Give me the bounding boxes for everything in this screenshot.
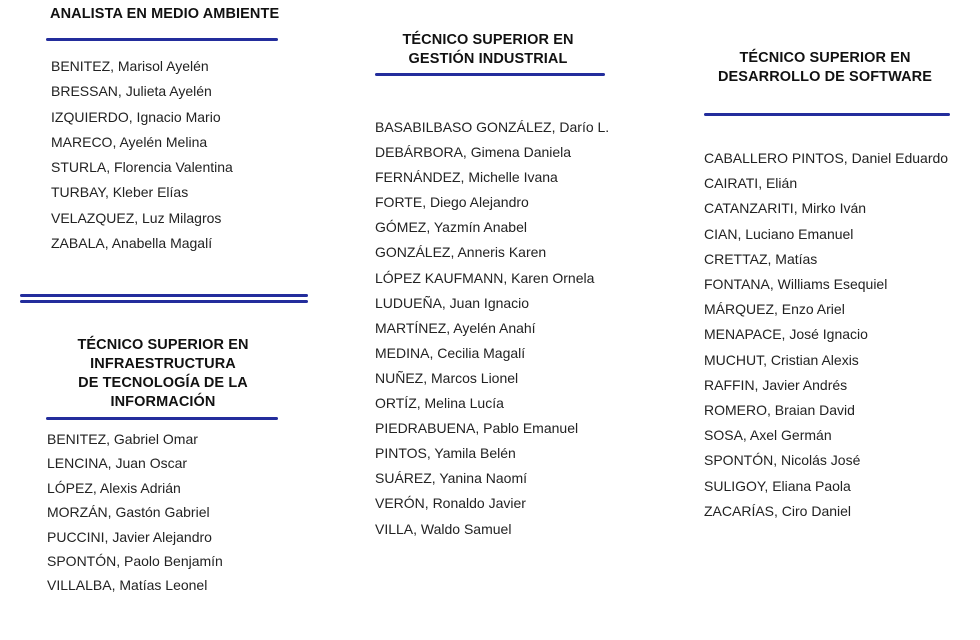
list-item: PUCCINI, Javier Alejandro — [47, 528, 212, 545]
list-item: CABALLERO PINTOS, Daniel Eduardo — [704, 150, 949, 166]
section-divider — [20, 300, 308, 303]
list-item: FORTE, Diego Alejandro — [375, 194, 529, 211]
list-item: CIAN, Luciano Emanuel — [704, 225, 854, 242]
list-item: ORTÍZ, Melina Lucía — [375, 395, 504, 412]
list-item: CATANZARITI, Mirko Iván — [704, 200, 867, 217]
list-item: MEDINA, Cecilia Magalí — [375, 344, 526, 361]
title-line: TÉCNICO SUPERIOR EN — [402, 32, 574, 48]
title-line: GESTIÓN INDUSTRIAL — [408, 51, 568, 67]
title-line: TÉCNICO SUPERIOR EN — [739, 50, 911, 66]
list-item: PINTOS, Yamila Belén — [375, 445, 516, 462]
list-item: FONTANA, Williams Esequiel — [704, 276, 888, 293]
title-underline — [704, 113, 950, 116]
title-line: DESARROLLO DE SOFTWARE — [717, 69, 933, 85]
names-list — [375, 115, 609, 542]
list-item: PIEDRABUENA, Pablo Emanuel — [375, 420, 579, 437]
list-item: MUCHUT, Cristian Alexis — [704, 351, 859, 368]
section-title — [46, 336, 280, 412]
list-item: SOSA, Axel Germán — [704, 427, 832, 444]
list-item: GÓMEZ, Yazmín Anabel — [375, 219, 527, 236]
title-line: DE TECNOLOGÍA DE LA — [78, 375, 248, 391]
list-item: BENITEZ, Marisol Ayelén — [51, 58, 209, 74]
list-item: TURBAY, Kleber Elías — [51, 184, 189, 201]
list-item: BENITEZ, Gabriel Omar — [47, 431, 198, 447]
list-item: LUDUEÑA, Juan Ignacio — [375, 294, 530, 311]
title-line: INFRAESTRUCTURA — [90, 356, 236, 372]
list-item: RAFFIN, Javier Andrés — [704, 376, 848, 393]
names-list — [51, 54, 233, 256]
section-infraestructura — [46, 336, 280, 412]
section-title — [372, 31, 604, 69]
list-item: ZABALA, Anabella Magalí — [51, 235, 213, 252]
list-item: BRESSAN, Julieta Ayelén — [51, 83, 212, 100]
list-item: SUÁREZ, Yanina Naomí — [375, 470, 527, 487]
list-item: SPONTÓN, Nicolás José — [704, 452, 861, 469]
list-item: SULIGOY, Eliana Paola — [704, 477, 851, 494]
title-underline — [46, 38, 278, 41]
list-item: GONZÁLEZ, Anneris Karen — [375, 244, 547, 261]
list-item: VERÓN, Ronaldo Javier — [375, 495, 526, 512]
list-item: MÁRQUEZ, Enzo Ariel — [704, 301, 845, 318]
list-item: MENAPACE, José Ignacio — [704, 326, 868, 343]
list-item: BASABILBASO GONZÁLEZ, Darío L. — [375, 119, 610, 135]
list-item: STURLA, Florencia Valentina — [51, 159, 233, 176]
list-item: MARTÍNEZ, Ayelén Anahí — [375, 319, 536, 336]
list-item: CRETTAZ, Matías — [704, 250, 818, 267]
list-item: FERNÁNDEZ, Michelle Ivana — [375, 169, 558, 186]
list-item: LENCINA, Juan Oscar — [47, 455, 188, 472]
list-item: MORZÁN, Gastón Gabriel — [47, 504, 210, 521]
list-item: DEBÁRBORA, Gimena Daniela — [375, 144, 572, 161]
names-list — [47, 427, 223, 598]
list-item: CAIRATI, Elián — [704, 175, 798, 192]
section-analista-medio-ambiente — [28, 5, 298, 24]
list-item: LÓPEZ KAUFMANN, Karen Ornela — [375, 269, 595, 286]
list-item: VELAZQUEZ, Luz Milagros — [51, 209, 222, 226]
list-item: MARECO, Ayelén Melina — [51, 133, 208, 150]
section-gestion-industrial — [372, 31, 604, 69]
title-line: TÉCNICO SUPERIOR EN — [77, 337, 249, 353]
section-title — [28, 5, 298, 24]
list-item: ROMERO, Braian David — [704, 402, 855, 419]
section-desarrollo-software — [700, 49, 950, 87]
title-line: ANALISTA EN MEDIO AMBIENTE — [50, 6, 280, 22]
title-underline — [46, 417, 278, 420]
list-item: NUÑEZ, Marcos Lionel — [375, 369, 519, 386]
section-title — [700, 49, 950, 87]
list-item: ZACARÍAS, Ciro Daniel — [704, 502, 852, 519]
title-underline — [375, 73, 605, 76]
section-divider — [20, 294, 308, 297]
names-list — [704, 146, 948, 524]
list-item: VILLA, Waldo Samuel — [375, 520, 512, 537]
list-item: SPONTÓN, Paolo Benjamín — [47, 553, 223, 570]
list-item: LÓPEZ, Alexis Adrián — [47, 479, 181, 496]
list-item: VILLALBA, Matías Leonel — [47, 577, 208, 594]
list-item: IZQUIERDO, Ignacio Mario — [51, 108, 221, 125]
title-line: INFORMACIÓN — [110, 394, 216, 410]
